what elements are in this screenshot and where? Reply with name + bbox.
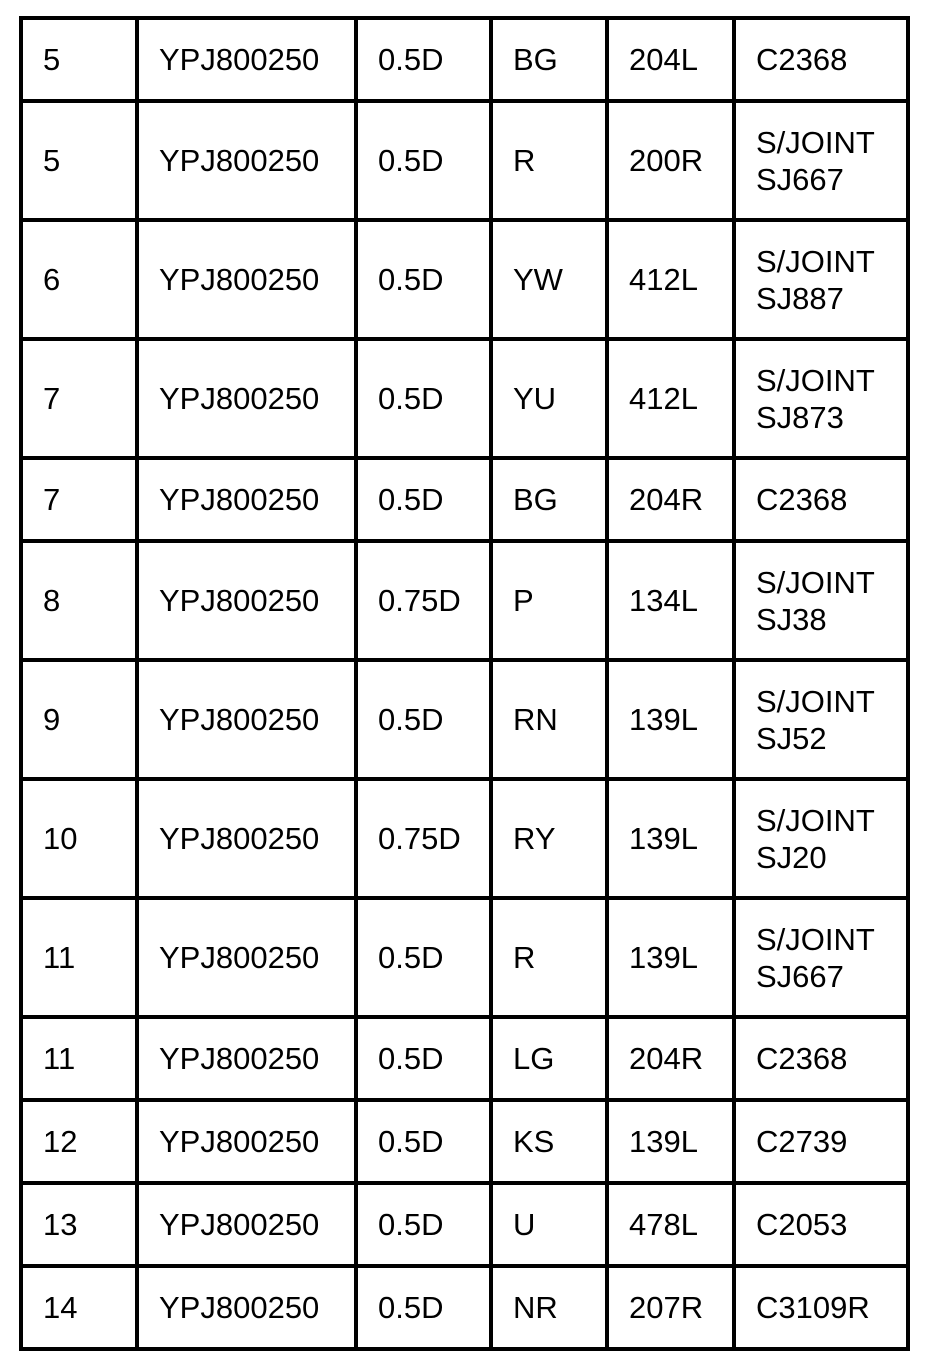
circuit-number-cell: 14 [21,1266,137,1349]
wire-colour-cell: BG [491,18,607,101]
circuit-number-cell: 7 [21,458,137,541]
length-cell: 139L [607,898,734,1017]
connection-type: S/JOINT [756,124,875,160]
circuit-number-cell: 11 [21,1017,137,1100]
wire-size-cell: 0.5D [356,220,491,339]
connection-type: S/JOINT [756,802,875,838]
connection-id: SJ887 [756,280,844,316]
table-row [21,1183,908,1266]
wire-colour-cell: RY [491,779,607,898]
wire-size-cell: 0.5D [356,660,491,779]
connection-type: S/JOINT [756,683,875,719]
connection-cell: C2368 [734,458,908,541]
table-row [21,779,908,898]
part-number-cell: YPJ800250 [137,18,356,101]
wire-size-cell: 0.75D [356,779,491,898]
wire-colour-cell: LG [491,1017,607,1100]
length-cell: 412L [607,220,734,339]
circuit-number-cell: 10 [21,779,137,898]
circuit-number-cell: 8 [21,541,137,660]
circuit-number-cell: 6 [21,220,137,339]
part-number-cell: YPJ800250 [137,339,356,458]
wire-size-cell: 0.5D [356,1017,491,1100]
connection-type: S/JOINT [756,564,875,600]
table-row [21,1266,908,1349]
length-cell: 412L [607,339,734,458]
part-number-cell: YPJ800250 [137,1183,356,1266]
wire-size-cell: 0.5D [356,898,491,1017]
wire-size-cell: 0.5D [356,1266,491,1349]
length-cell: 139L [607,1100,734,1183]
part-number-cell: YPJ800250 [137,898,356,1017]
part-number-cell: YPJ800250 [137,101,356,220]
table-row [21,339,908,458]
length-cell: 207R [607,1266,734,1349]
wire-colour-cell: R [491,898,607,1017]
wire-colour-cell: RN [491,660,607,779]
wiring-table [19,16,910,1351]
wire-colour-cell: YU [491,339,607,458]
connection-type: S/JOINT [756,921,875,957]
length-cell: 478L [607,1183,734,1266]
circuit-number-cell: 11 [21,898,137,1017]
connection-id: SJ667 [756,958,844,994]
connection-cell: C3109R [734,1266,908,1349]
table-row [21,220,908,339]
wiring-table-body [21,18,908,1349]
connection-cell [734,779,908,898]
table-row [21,458,908,541]
wire-size-cell: 0.5D [356,18,491,101]
wire-colour-cell: BG [491,458,607,541]
part-number-cell: YPJ800250 [137,541,356,660]
connection-cell [734,898,908,1017]
part-number-cell: YPJ800250 [137,1100,356,1183]
wire-size-cell: 0.5D [356,458,491,541]
table-row [21,18,908,101]
connection-id: SJ20 [756,839,827,875]
connection-id: SJ667 [756,161,844,197]
wire-size-cell: 0.5D [356,1100,491,1183]
connection-cell [734,101,908,220]
connection-type: S/JOINT [756,243,875,279]
connection-cell [734,339,908,458]
part-number-cell: YPJ800250 [137,220,356,339]
length-cell: 200R [607,101,734,220]
wire-colour-cell: R [491,101,607,220]
connection-cell [734,541,908,660]
part-number-cell: YPJ800250 [137,779,356,898]
part-number-cell: YPJ800250 [137,1266,356,1349]
wire-colour-cell: P [491,541,607,660]
circuit-number-cell: 9 [21,660,137,779]
connection-id: SJ38 [756,601,827,637]
wire-colour-cell: KS [491,1100,607,1183]
wire-size-cell: 0.5D [356,101,491,220]
connection-cell: C2053 [734,1183,908,1266]
table-row [21,898,908,1017]
part-number-cell: YPJ800250 [137,1017,356,1100]
wire-size-cell: 0.75D [356,541,491,660]
wire-size-cell: 0.5D [356,339,491,458]
table-row [21,101,908,220]
circuit-number-cell: 13 [21,1183,137,1266]
wire-colour-cell: NR [491,1266,607,1349]
connection-cell: C2739 [734,1100,908,1183]
connection-cell: C2368 [734,1017,908,1100]
length-cell: 204R [607,1017,734,1100]
length-cell: 204R [607,458,734,541]
length-cell: 134L [607,541,734,660]
connection-cell [734,220,908,339]
table-row [21,1017,908,1100]
circuit-number-cell: 5 [21,18,137,101]
length-cell: 204L [607,18,734,101]
wire-size-cell: 0.5D [356,1183,491,1266]
wire-colour-cell: YW [491,220,607,339]
length-cell: 139L [607,660,734,779]
part-number-cell: YPJ800250 [137,458,356,541]
wire-colour-cell: U [491,1183,607,1266]
circuit-number-cell: 7 [21,339,137,458]
circuit-number-cell: 12 [21,1100,137,1183]
connection-cell: C2368 [734,18,908,101]
connection-cell [734,660,908,779]
connection-type: S/JOINT [756,362,875,398]
connection-id: SJ52 [756,720,827,756]
connection-id: SJ873 [756,399,844,435]
length-cell: 139L [607,779,734,898]
circuit-number-cell: 5 [21,101,137,220]
part-number-cell: YPJ800250 [137,660,356,779]
table-row [21,1100,908,1183]
table-row [21,660,908,779]
table-row [21,541,908,660]
